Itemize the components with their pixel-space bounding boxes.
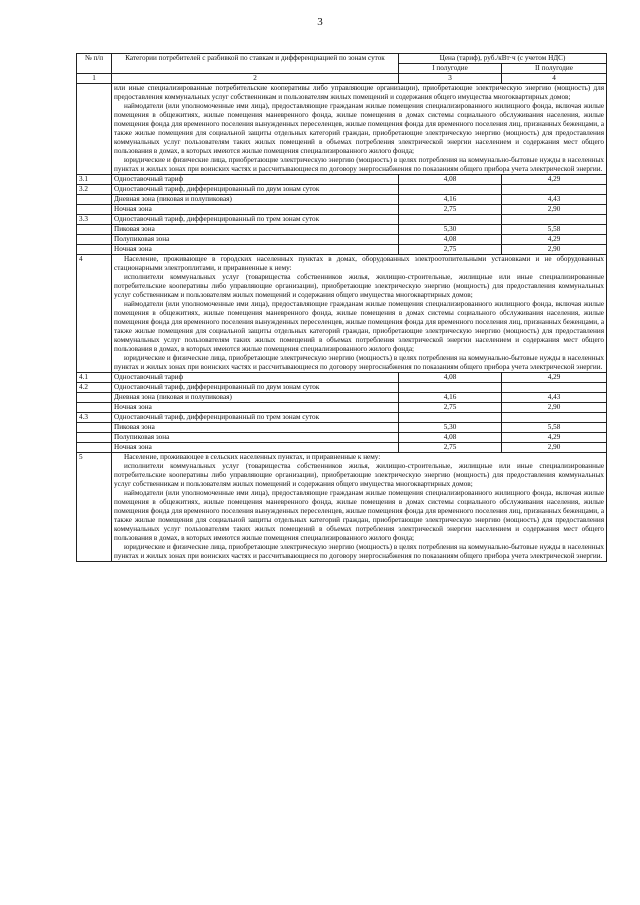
row-label: Одноставочный тариф, дифференцированный по двум зонам суток (112, 383, 399, 393)
block4-num: 4 (77, 255, 112, 373)
block5-para: юридические и физические лица, приобретающие электрическую энергию (мощность) в целях потребления на коммунально-бытовые нужды в населенных пунктах и жилых зонах при воинских частях и рассчитывающиеся по договору энергоснабжения по показаниям общего прибора учета электрической энергии. (114, 543, 605, 560)
block4-para: Население, проживающее в городских населенных пунктах в домах, оборудованных электроотопительными установками и не оборудованных стационарными электроплитами, и приравненные к нему: (114, 255, 605, 272)
row-number: 4.1 (77, 373, 112, 383)
section-3-tariffs (77, 175, 607, 255)
header-category: Категории потребителей с разбивкой по ставкам и дифференциацией по зонам суток (112, 54, 399, 74)
price-half2: 2,90 (502, 443, 607, 453)
tariff-row (77, 205, 607, 215)
tariff-row (77, 175, 607, 185)
price-half2: 2,90 (502, 245, 607, 255)
section-5 (77, 453, 607, 562)
header-row (77, 54, 607, 64)
tariff-row (77, 215, 607, 225)
price-half2: 4,29 (502, 175, 607, 185)
header-half2: II полугодие (502, 64, 607, 74)
tariff-row (77, 245, 607, 255)
row-number (77, 423, 112, 433)
price-half1: 2,75 (399, 205, 502, 215)
price-half1: 5,30 (399, 225, 502, 235)
row-label: Ночная зона (112, 403, 399, 413)
page-number: 3 (317, 16, 323, 28)
row-number: 3.2 (77, 185, 112, 195)
tariff-row (77, 423, 607, 433)
row-number (77, 245, 112, 255)
block4-text (112, 255, 607, 373)
price-half1 (399, 185, 502, 195)
price-half2: 5,58 (502, 225, 607, 235)
price-half1: 2,75 (399, 245, 502, 255)
price-half1 (399, 413, 502, 423)
block4-para: исполнители коммунальных услуг (товарищества собственников жилья, жилищно-строительные, жилищные или иные специализированные потребительские кооперативы либо управляющие организации), приобретающие электрическую энергию (мощность) для предоставления коммунальных услуг собственникам и пользователям жилых помещений и содержания общего имущества многоквартирных домов; (114, 273, 605, 299)
column-index-row (77, 74, 607, 84)
header-price: Цена (тариф), руб./кВт·ч (с учетом НДС) (399, 54, 607, 64)
row-label: Пиковая зона (112, 225, 399, 235)
price-half2 (502, 185, 607, 195)
tariff-row (77, 195, 607, 205)
row-number: 4.2 (77, 383, 112, 393)
row-label: Ночная зона (112, 245, 399, 255)
price-half2 (502, 383, 607, 393)
price-half1: 4,08 (399, 175, 502, 185)
header-num: № п/п (77, 54, 112, 74)
price-half2: 4,43 (502, 195, 607, 205)
block5-text (112, 453, 607, 562)
row-number (77, 225, 112, 235)
price-half1: 2,75 (399, 443, 502, 453)
price-half1 (399, 383, 502, 393)
price-half1: 4,08 (399, 373, 502, 383)
tariff-row (77, 373, 607, 383)
col-index-3: 3 (399, 74, 502, 84)
row-label: Ночная зона (112, 443, 399, 453)
price-half2: 4,29 (502, 433, 607, 443)
row-label: Полупиковая зона (112, 433, 399, 443)
block3-text (112, 84, 607, 175)
block5-para: исполнители коммунальных услуг (товарищества собственников жилья, жилищно-строительные, жилищные или иные специализированные потребительские кооперативы либо управляющие организации), приобретающие электрическую энергию (мощность) для предоставления коммунальных услуг собственникам и пользователям жилых помещений и содержания общего имущества многоквартирных домов; (114, 462, 605, 488)
section-4-tariffs (77, 373, 607, 453)
price-half1: 4,16 (399, 195, 502, 205)
tariff-row (77, 433, 607, 443)
price-half1: 2,75 (399, 403, 502, 413)
row-label: Дневная зона (пиковая и полупиковая) (112, 393, 399, 403)
col-index-2: 2 (112, 74, 399, 84)
row-label: Дневная зона (пиковая и полупиковая) (112, 195, 399, 205)
header-half1: I полугодие (399, 64, 502, 74)
price-half2: 2,90 (502, 205, 607, 215)
price-half2 (502, 413, 607, 423)
row-label: Полупиковая зона (112, 235, 399, 245)
price-half2: 5,58 (502, 423, 607, 433)
block3-text-row (77, 84, 607, 175)
block4-text-row (77, 255, 607, 373)
section-4 (77, 255, 607, 373)
row-number: 3.3 (77, 215, 112, 225)
price-half2: 4,29 (502, 373, 607, 383)
row-number: 3.1 (77, 175, 112, 185)
row-number: 4.3 (77, 413, 112, 423)
row-number (77, 443, 112, 453)
block5-num: 5 (77, 453, 112, 562)
price-half2: 4,43 (502, 393, 607, 403)
price-half2 (502, 215, 607, 225)
block4-para: наймодатели (или уполномоченные ими лица), предоставляющие гражданам жилые помещения специализированного жилищного фонда, включая жилые помещения в общежитиях, жилые помещения маневренного фонда, жилые помещения в домах системы социального обслуживания населения, жилые помещения фонда для временного поселения вынужденных переселенцев, жилые помещения фонда для временного поселения лиц, признанных беженцами, а также жилые помещения для социальной защиты отдельных категорий граждан, приобретающие электрическую энергию (мощность) для предоставления коммунальных услуг пользователям таких жилых помещений в объемах потребления электрической энергии населением и содержания мест общего пользования в домах, в которых имеются жилые помещения специализированного жилого фонда; (114, 300, 605, 353)
tariff-row (77, 383, 607, 393)
price-half1: 4,08 (399, 235, 502, 245)
block5-para: Население, проживающее в сельских населенных пунктах, и приравненные к нему: (124, 453, 381, 461)
price-half1: 4,08 (399, 433, 502, 443)
row-label: Одноставочный тариф (112, 175, 399, 185)
block5-para: наймодатели (или уполномоченные ими лица), предоставляющие гражданам жилые помещения специализированного жилищного фонда, включая жилые помещения в общежитиях, жилые помещения маневренного фонда, жилые помещения в домах системы социального обслуживания населения, жилые помещения фонда для временного поселения вынужденных переселенцев, жилые помещения фонда для временного поселения лиц, признанных беженцами, а также жилые помещения для социальной защиты отдельных категорий граждан, приобретающие электрическую энергию (мощность) для предоставления коммунальных услуг пользователям таких жилых помещений в объемах потребления электрической энергии населением и содержания мест общего пользования в домах, в которых имеются жилые помещения специализированного жилого фонда; (114, 489, 605, 542)
block3-para: юридические и физические лица, приобретающие электрическую энергию (мощность) в целях потребления на коммунально-бытовые нужды в населенных пунктах и жилых зонах при воинских частях и рассчитывающиеся по договору энергоснабжения по показаниям общего прибора учета электрической энергии. (114, 156, 605, 173)
tariff-row (77, 403, 607, 413)
tariff-row (77, 185, 607, 195)
price-half2: 2,90 (502, 403, 607, 413)
price-half1 (399, 215, 502, 225)
price-half2: 4,29 (502, 235, 607, 245)
row-label: Одноставочный тариф, дифференцированный по двум зонам суток (112, 185, 399, 195)
col-index-4: 4 (502, 74, 607, 84)
block3-para: или иные специализированные потребительские кооперативы либо управляющие организации), приобретающие электрическую энергию (мощность) для предоставления коммунальных услуг собственникам и пользователям жилых помещений и содержания общего имущества многоквартирных домов; (114, 84, 605, 101)
price-half1: 5,30 (399, 423, 502, 433)
row-number (77, 393, 112, 403)
tariff-row (77, 235, 607, 245)
tariff-table (76, 53, 607, 562)
tariff-row (77, 393, 607, 403)
row-label: Пиковая зона (112, 423, 399, 433)
tariff-row (77, 443, 607, 453)
row-label: Одноставочный тариф, дифференцированный по трем зонам суток (112, 215, 399, 225)
row-number (77, 433, 112, 443)
col-index-1: 1 (77, 74, 112, 84)
row-number (77, 205, 112, 215)
tariff-row (77, 225, 607, 235)
row-label: Одноставочный тариф (112, 373, 399, 383)
row-number (77, 195, 112, 205)
block5-text-row (77, 453, 607, 562)
tariff-row (77, 413, 607, 423)
row-label: Ночная зона (112, 205, 399, 215)
block3-num (77, 84, 112, 175)
block3-para: наймодатели (или уполномоченные ими лица), предоставляющие гражданам жилые помещения специализированного жилищного фонда, включая жилые помещения в общежитиях, жилые помещения маневренного фонда, жилые помещения в домах системы социального обслуживания населения, жилые помещения фонда для временного поселения вынужденных переселенцев, жилые помещения фонда для временного поселения лиц, признанных беженцами, а также жилые помещения для социальной защиты отдельных категорий граждан, приобретающие электрическую энергию (мощность) для предоставления коммунальных услуг пользователям таких жилых помещений в объемах потребления электрической энергии населением и содержания мест общего пользования в домах, в которых имеются жилые помещения специализированного жилого фонда; (114, 102, 605, 155)
price-half1: 4,16 (399, 393, 502, 403)
block4-para: юридические и физические лица, приобретающие электрическую энергию (мощность) в целях потребления на коммунально-бытовые нужды в населенных пунктах и жилых зонах при воинских частях и рассчитывающиеся по договору энергоснабжения по показаниям общего прибора учета электрической энергии. (114, 354, 605, 371)
row-label: Одноставочный тариф, дифференцированный по трем зонам суток (112, 413, 399, 423)
row-number (77, 235, 112, 245)
row-number (77, 403, 112, 413)
